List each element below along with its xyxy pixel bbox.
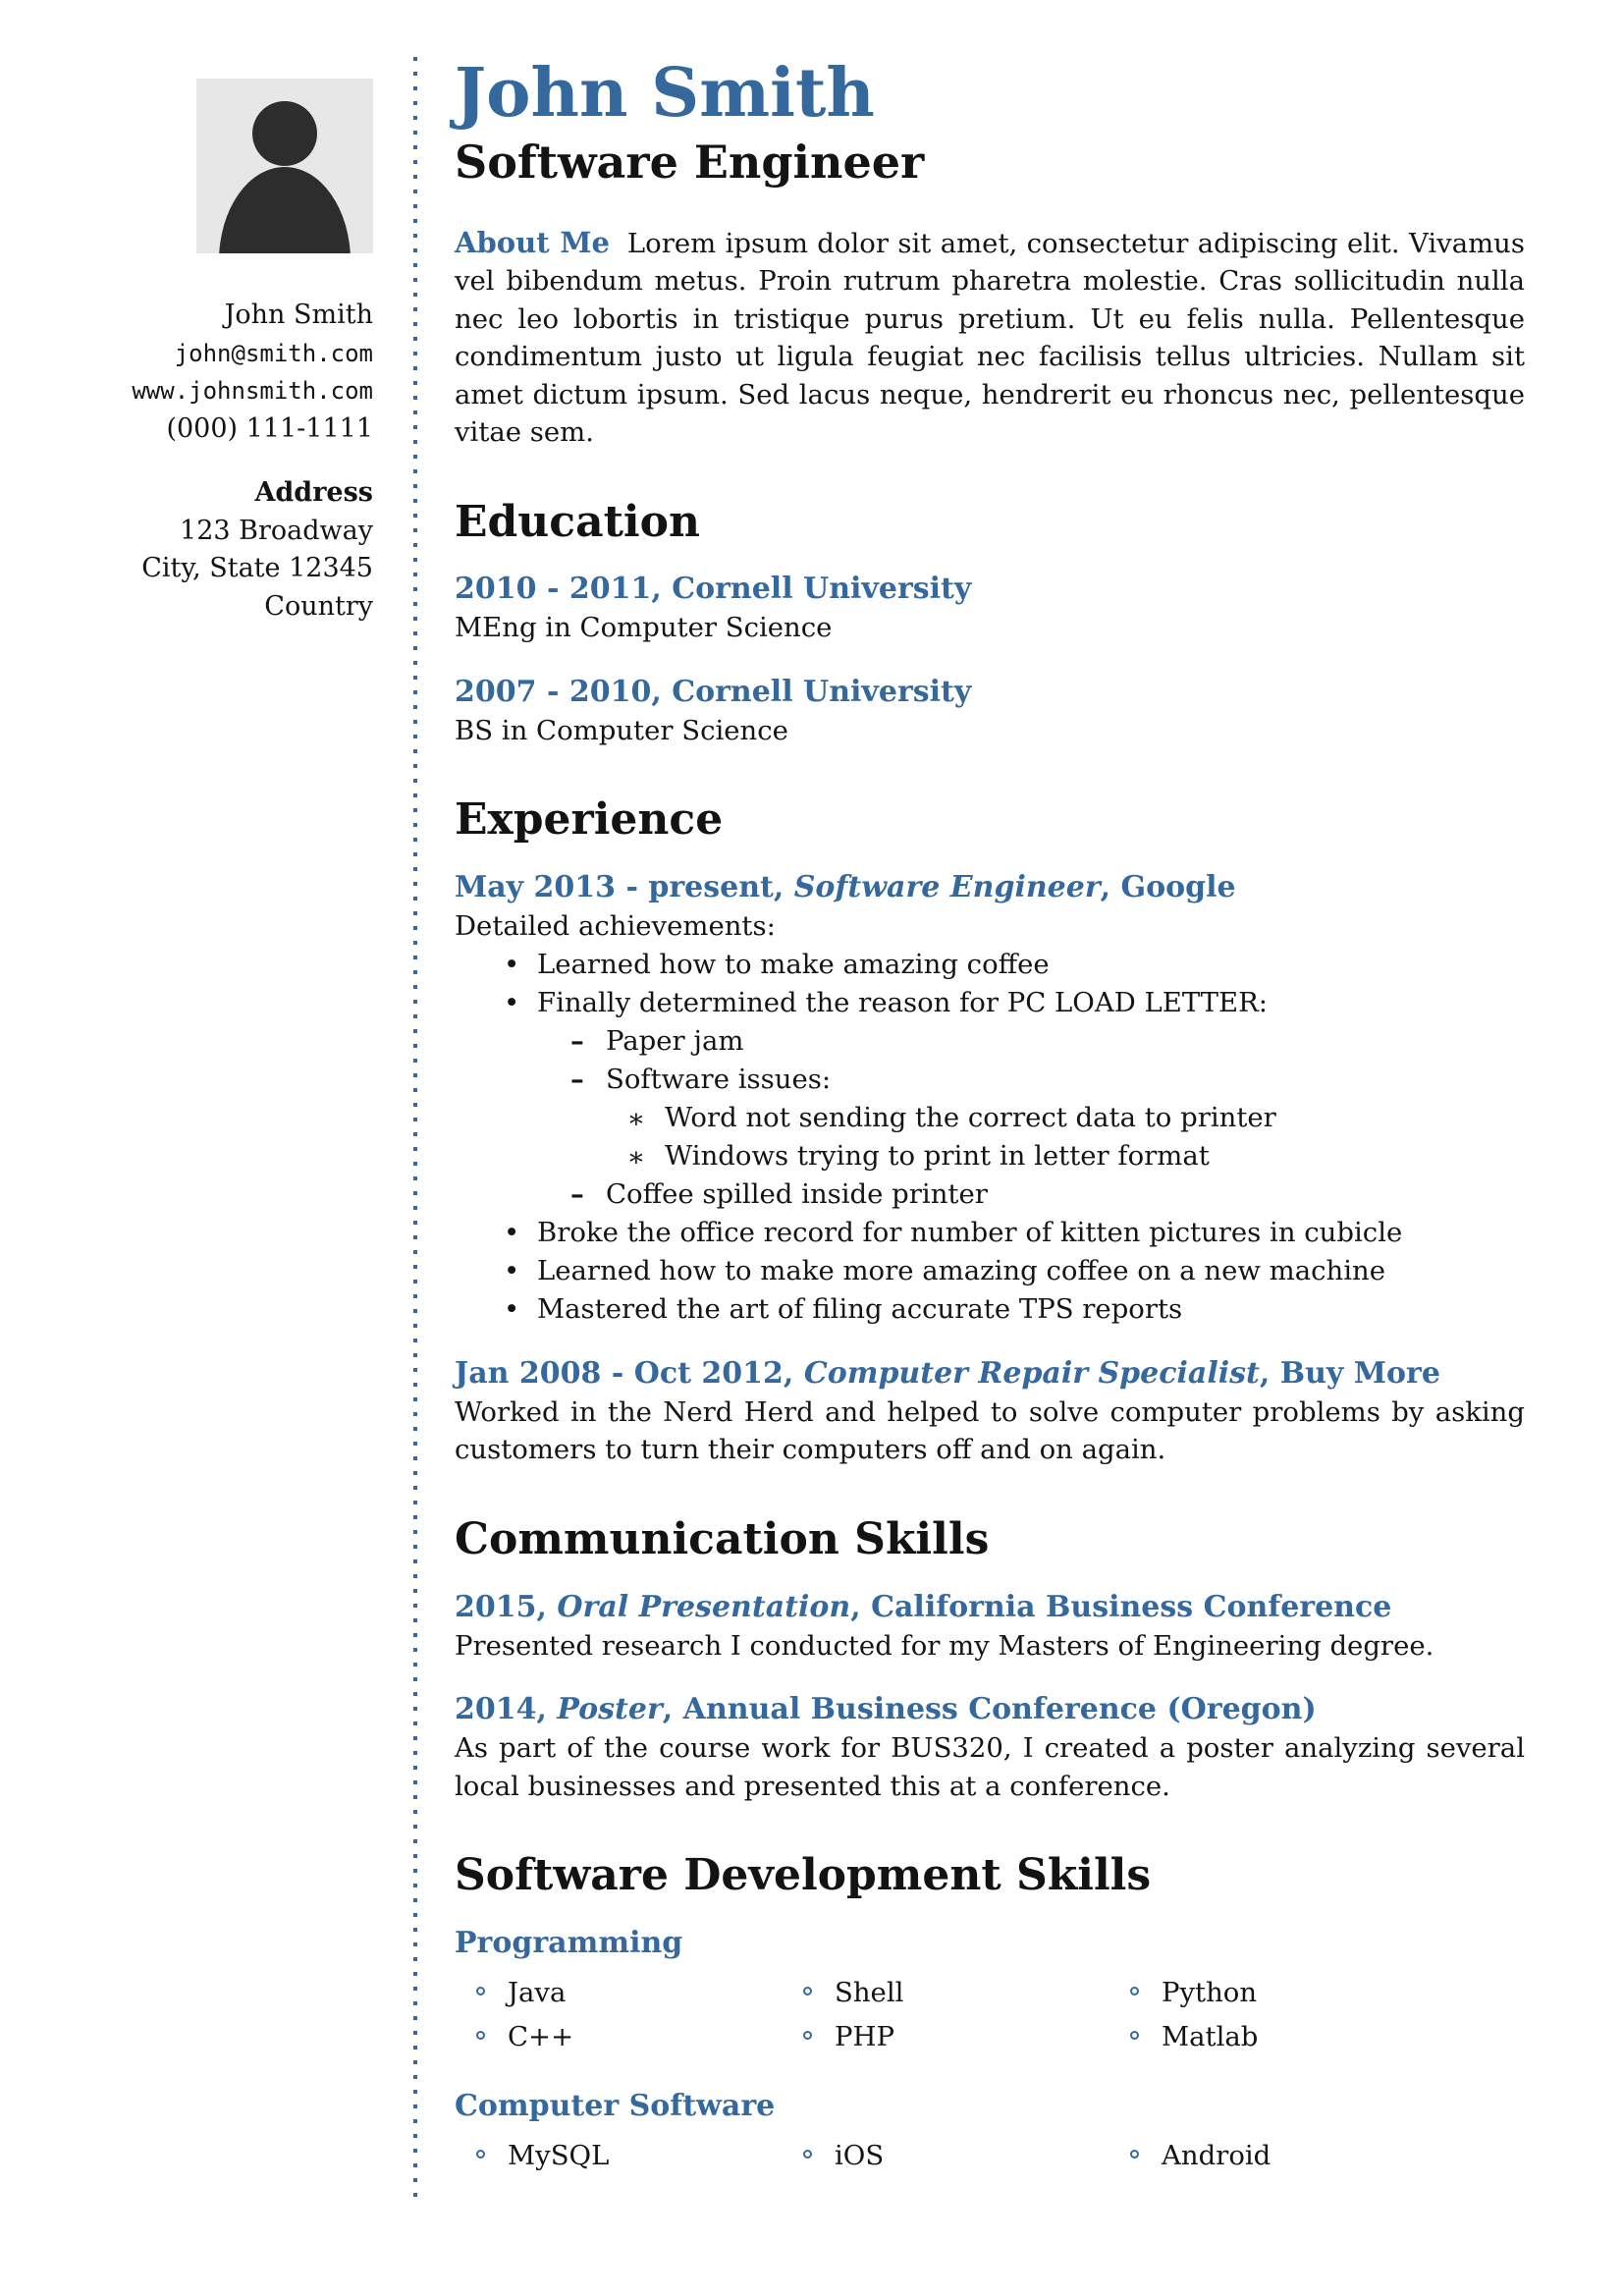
contact-name: John Smith: [224, 300, 373, 330]
communication-entry-heading: [455, 1588, 1525, 1627]
entry-dates: Jan 2008 - Oct 2012,: [455, 1355, 804, 1391]
skill-group-label: Computer Software: [455, 2088, 776, 2123]
about-section: [455, 224, 1525, 452]
experience-entry-heading: [455, 1354, 1525, 1394]
circle-bullet-icon: [1130, 1987, 1139, 1995]
skill-item: [1109, 2134, 1435, 2178]
contact-block: [0, 297, 373, 448]
list-item: [455, 984, 1525, 1022]
dash-icon: –: [570, 1063, 584, 1095]
circle-bullet-icon: [803, 2031, 812, 2040]
bullet-icon: •: [504, 1216, 520, 1248]
bullet-icon: •: [504, 986, 520, 1018]
contact-website: www.johnsmith.com: [132, 377, 373, 405]
circle-bullet-icon: [803, 1987, 812, 1995]
list-item-text: Paper jam: [606, 1024, 744, 1057]
entry-dates: 2007 - 2010, Cornell University: [455, 674, 972, 709]
list-item-text: Learned how to make more amazing coffee on a new machine: [537, 1254, 1386, 1286]
list-item-text: Learned how to make amazing coffee: [537, 948, 1050, 980]
circle-bullet-icon: [476, 2150, 485, 2159]
skill-label: Shell: [835, 1976, 904, 2008]
list-item: [455, 1022, 1525, 1061]
communication-entry-body: Presented research I conducted for my Masters of Engineering degree.: [455, 1629, 1434, 1662]
education-entry-degree: BS in Computer Science: [455, 714, 788, 746]
asterisk-icon: *: [629, 1108, 643, 1140]
main-column: [455, 0, 1525, 2206]
list-item: [455, 946, 1525, 984]
circle-bullet-icon: [803, 2150, 812, 2159]
about-text: Lorem ipsum dolor sit amet, consectetur adipiscing elit. Vivamus vel bibendum metus. Proin rutrum pharetra molestie. Cras sollicitudin nulla nec leo lobortis in tristique purus pretium. Ut eu felis nulla. Pellentesque condimentum justo ut ligula feugiat nec facilisis tellus ultricies. Nullam sit amet dictum ipsum. Sed lacus neque, hendrerit eu rhoncus nec, pellentesque vitae sem.: [455, 227, 1525, 449]
address-block: [0, 474, 373, 626]
address-line: Country: [264, 590, 373, 622]
contact-phone: (000) 111-1111: [166, 412, 373, 444]
entry-role: Computer Repair Specialist: [803, 1355, 1260, 1391]
list-item-text: Software issues:: [606, 1063, 832, 1095]
list-item-text: Mastered the art of filing accurate TPS reports: [537, 1292, 1183, 1325]
skill-item: [782, 1971, 1109, 2015]
education-entry: [455, 673, 1525, 750]
skill-group-computer-software: [455, 2087, 1525, 2178]
communication-entry: [455, 1588, 1525, 1666]
skill-item: [455, 1971, 782, 2015]
education-entry-heading: [455, 673, 1525, 712]
page-title: John Smith: [455, 54, 875, 133]
entry-dates: 2010 - 2011, Cornell University: [455, 572, 972, 607]
communication-entry-body: As part of the course work for BUS320, I created a poster analyzing several local businesses and presented this at a conference.: [455, 1732, 1525, 1802]
skill-item: [455, 2015, 782, 2059]
job-title: Software Engineer: [455, 135, 925, 189]
skill-group-programming: [455, 1924, 1525, 2059]
contact-email: john@smith.com: [174, 339, 373, 367]
dotted-divider: [413, 57, 417, 2200]
circle-bullet-icon: [476, 2031, 485, 2040]
skill-label: PHP: [835, 2020, 894, 2052]
skill-label: MySQL: [508, 2139, 610, 2171]
education-entry-heading: [455, 570, 1525, 609]
skill-item: [782, 2015, 1109, 2059]
entry-org: , Buy More: [1259, 1355, 1440, 1391]
list-item-text: Windows trying to print in letter format: [665, 1139, 1210, 1172]
skill-item: [455, 2134, 782, 2178]
skill-group-label: Programming: [455, 1925, 683, 1960]
entry-venue: , California Business Conference: [850, 1589, 1392, 1624]
profile-photo: [196, 79, 373, 253]
list-item: [455, 1137, 1525, 1178]
list-item: [455, 1175, 1525, 1214]
list-item-text: Word not sending the correct data to printer: [665, 1101, 1276, 1133]
entry-type: Poster: [557, 1692, 663, 1727]
section-heading-education: Education: [455, 496, 700, 547]
address-line: City, State 12345: [141, 553, 373, 583]
dash-icon: –: [570, 1024, 584, 1057]
list-item: [455, 1290, 1525, 1329]
skill-column: [1109, 2134, 1435, 2178]
entry-dates: 2015,: [455, 1589, 558, 1624]
communication-entry-heading: [455, 1690, 1525, 1729]
skill-label: Java: [508, 1976, 567, 2008]
experience-entry: [455, 868, 1525, 1329]
list-item: [455, 1214, 1525, 1252]
experience-lead: Detailed achievements:: [455, 910, 776, 943]
education-entry-degree: MEng in Computer Science: [455, 612, 833, 644]
about-label: About Me: [455, 225, 610, 259]
entry-org: , Google: [1100, 870, 1236, 905]
person-silhouette-icon: [196, 79, 373, 253]
experience-entry-body: Worked in the Nerd Herd and helped to solve computer problems by asking customers to turn their computers off and on again.: [455, 1395, 1525, 1466]
skill-label: iOS: [835, 2139, 885, 2171]
sidebar: [0, 0, 412, 626]
address-line: 123 Broadway: [180, 515, 373, 546]
entry-dates: May 2013 - present,: [455, 870, 794, 905]
skill-column: [455, 2134, 782, 2178]
skill-label: Python: [1162, 1976, 1258, 2008]
experience-entry-heading: [455, 868, 1525, 907]
skill-item: [1109, 1971, 1435, 2015]
bullet-icon: •: [504, 948, 520, 980]
entry-role: Software Engineer: [793, 870, 1101, 905]
skill-column: [1109, 1971, 1435, 2059]
dash-icon: –: [570, 1177, 584, 1210]
circle-bullet-icon: [1130, 2150, 1139, 2159]
list-item-text: Coffee spilled inside printer: [606, 1177, 988, 1210]
list-item: [455, 1252, 1525, 1290]
skill-label: Android: [1162, 2139, 1271, 2171]
skill-column: [782, 1971, 1109, 2059]
circle-bullet-icon: [1130, 2031, 1139, 2040]
list-item: [455, 1061, 1525, 1099]
list-item: [455, 1099, 1525, 1140]
list-item-text: Broke the office record for number of kitten pictures in cubicle: [537, 1216, 1403, 1248]
skill-item: [782, 2134, 1109, 2178]
section-heading-software-skills: Software Development Skills: [455, 1850, 1152, 1901]
communication-entry: [455, 1690, 1525, 1805]
section-heading-communication: Communication Skills: [455, 1513, 990, 1564]
bullet-icon: •: [504, 1292, 520, 1325]
list-item-text: Finally determined the reason for PC LOAD LETTER:: [537, 986, 1269, 1018]
entry-venue: , Annual Business Conference (Oregon): [662, 1692, 1317, 1727]
skill-label: Matlab: [1162, 2020, 1259, 2052]
skill-columns: [455, 2134, 1525, 2178]
skill-columns: [455, 1971, 1525, 2059]
entry-dates: 2014,: [455, 1692, 558, 1727]
skill-item: [1109, 2015, 1435, 2059]
skill-label: C++: [508, 2020, 574, 2052]
asterisk-icon: *: [629, 1146, 643, 1178]
skill-column: [782, 2134, 1109, 2178]
address-label: Address: [254, 477, 373, 508]
bullet-icon: •: [504, 1254, 520, 1286]
education-entry: [455, 570, 1525, 647]
entry-type: Oral Presentation: [557, 1589, 851, 1624]
circle-bullet-icon: [476, 1987, 485, 1995]
experience-entry: [455, 1354, 1525, 1469]
section-heading-experience: Experience: [455, 794, 724, 846]
skill-column: [455, 1971, 782, 2059]
